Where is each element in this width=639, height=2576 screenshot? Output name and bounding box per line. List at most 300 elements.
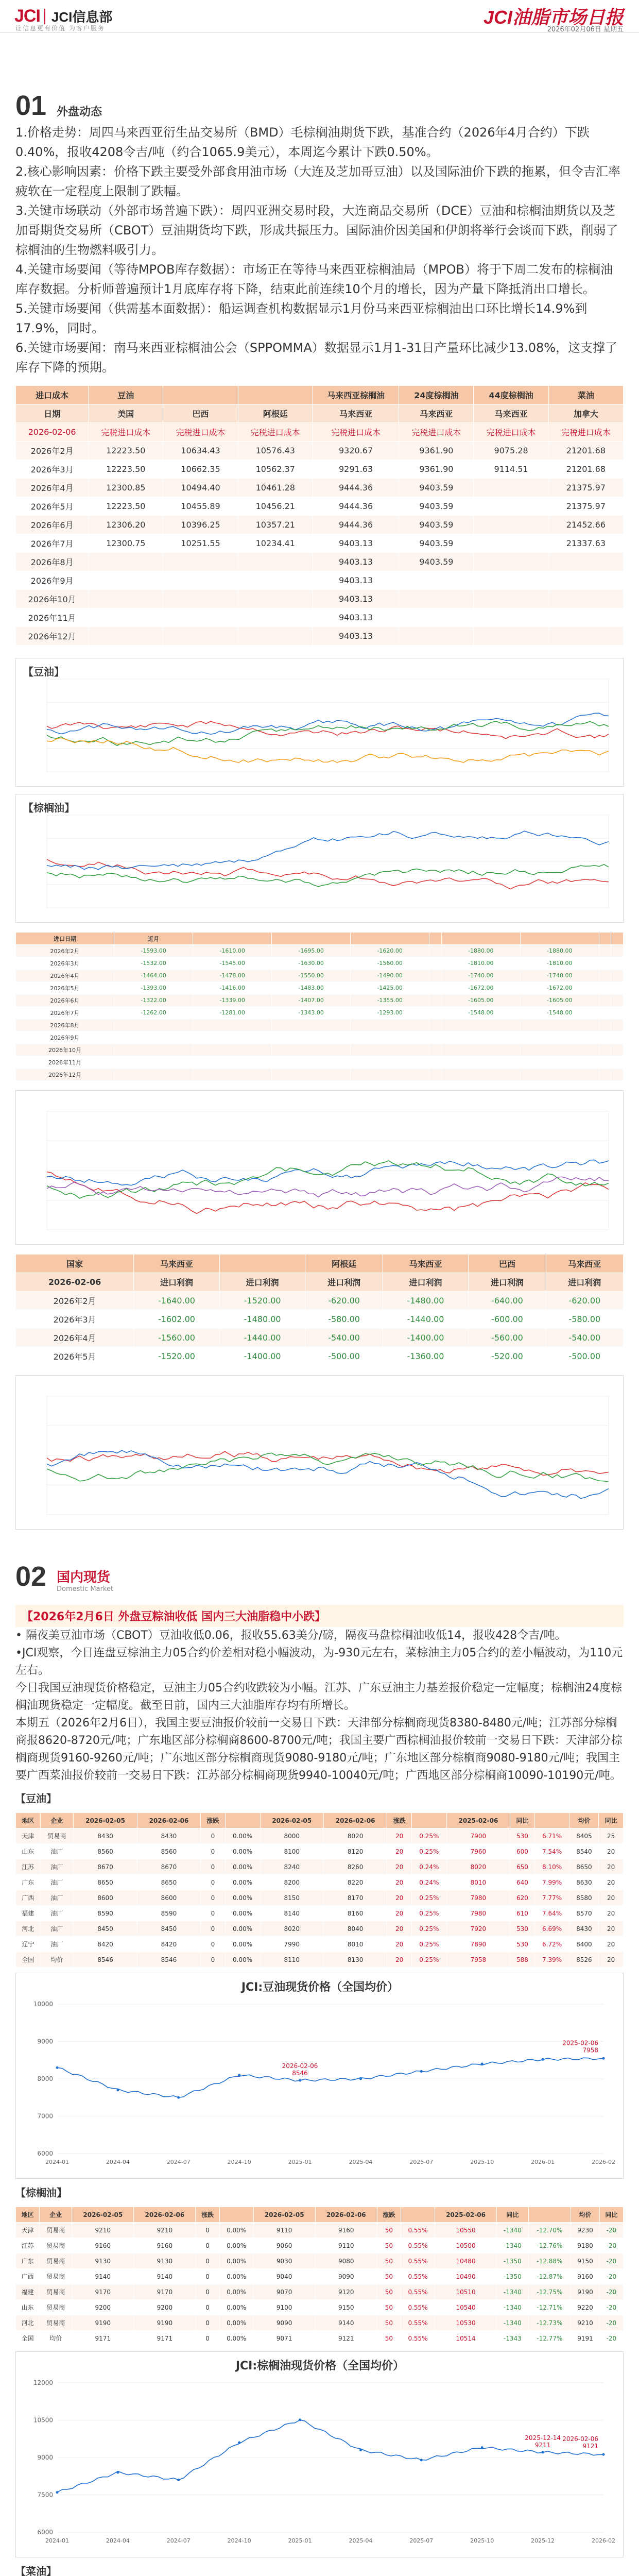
table-cell (520, 1044, 599, 1056)
table-header-cell: 涨跌 (201, 1813, 226, 1828)
paragraph: 3.关键市场联动（外部市场普遍下跌）：周四亚洲交易时段，大连商品交易所（DCE）豆油和棕榈油期货以及芝加哥期货交易所（CBOT）豆油期货均下跌，形成共振压力。国际油价因美国和伊朗将举行会谈而下跌，削弱了棕榈油的生物燃料吸引力。 (15, 204, 618, 257)
table-cell: 9190 (72, 2315, 134, 2331)
table-row (16, 1937, 624, 1952)
table-cell (520, 1019, 599, 1031)
table-cell: -1560.00 (134, 1329, 220, 1347)
y-tick-label: 8000 (37, 2075, 53, 2082)
table-cell: 2026年12月 (16, 1069, 114, 1081)
table-cell: 6.71% (534, 1828, 569, 1844)
table-cell: 530 (510, 1937, 535, 1952)
table-cell: 2026年11月 (16, 1056, 114, 1069)
table-cell (611, 1069, 624, 1081)
import-cost-table (15, 385, 624, 646)
table-cell: 8240 (260, 1859, 323, 1875)
table-cell (599, 1044, 611, 1056)
table-cell (272, 1056, 351, 1069)
table-cell (520, 1069, 599, 1081)
table-cell (272, 1031, 351, 1044)
table-cell: 8150 (260, 1890, 323, 1906)
table-cell: 21375.97 (548, 497, 623, 516)
table-cell: 8420 (137, 1937, 200, 1952)
table-cell (238, 553, 313, 571)
table-cell: 9191 (571, 2331, 599, 2346)
table-cell: 9030 (253, 2253, 315, 2269)
table-cell: 0.00% (225, 1844, 260, 1859)
table-cell: 天津 (16, 1828, 41, 1844)
table-row (16, 1310, 624, 1329)
x-tick-label: 2025-01 (288, 2537, 312, 2544)
x-tick-label: 2024-04 (106, 2537, 130, 2544)
data-point (238, 2074, 240, 2076)
table-row (16, 2207, 624, 2223)
table-cell: 8010 (446, 1875, 510, 1890)
table-cell: 9444.36 (313, 479, 399, 497)
table-cell: 50 (377, 2315, 401, 2331)
table-cell (163, 553, 238, 571)
table-cell: 9171 (134, 2331, 196, 2346)
table-cell: 9170 (72, 2284, 134, 2300)
table-cell: 50 (377, 2253, 401, 2269)
section-number: 02 (15, 1561, 47, 1592)
table-header-cell (429, 933, 442, 945)
table-cell: 9110 (315, 2238, 377, 2253)
table-row (16, 2269, 624, 2284)
table-cell: 0 (201, 1859, 226, 1875)
table-cell: 8405 (569, 1828, 599, 1844)
x-tick-label: 2026-02 (592, 2159, 615, 2165)
table-cell: 9140 (315, 2315, 377, 2331)
y-tick-label: 10500 (33, 2416, 53, 2424)
table-cell (89, 608, 163, 627)
table-cell: 8590 (137, 1906, 200, 1921)
table-cell: 0 (201, 1921, 226, 1937)
paragraph: 4.关键市场要闻（等待MPOB库存数据）：市场正在等待马来西亚棕榈油局（MPOB）将于下周二发布的棕榈油库存数据。分析师普遍预计1月底库存将下降，结束此前连续10个月的增长，因为产量下降抵消出口增长。 (15, 262, 613, 296)
table-cell: -20 (599, 2315, 623, 2331)
table-cell: 7980 (446, 1890, 510, 1906)
table-cell: 0.00% (219, 2253, 253, 2269)
table-cell: -1630.00 (272, 957, 351, 970)
table-cell: 9140 (72, 2269, 134, 2284)
table-cell: -20 (599, 2223, 623, 2238)
table-cell: 完税进口成本 (548, 423, 623, 442)
table-cell: -20 (599, 2300, 623, 2315)
table-cell: 9070 (253, 2284, 315, 2300)
profit-chart-panel (15, 1375, 624, 1530)
table-cell (272, 1069, 351, 1081)
table-cell: 8670 (137, 1859, 200, 1875)
table-cell: 0.25% (411, 1906, 446, 1921)
table-cell: -20 (599, 2284, 623, 2300)
table-cell: -1610.00 (193, 945, 272, 957)
table-row (16, 386, 624, 404)
paragraph: 1.价格走势：周四马来西亚衍生品交易所（BMD）毛棕榈油期货下跌，基准合约（2026年4月合约）下跌0.40%，报收4208令吉/吨（约合1065.9美元），本周迄今累计下跌0.50%。 (15, 125, 590, 159)
table-header-cell: 日期 (16, 404, 89, 423)
table-cell: 油厂 (40, 1921, 74, 1937)
x-tick-label: 2024-04 (106, 2159, 130, 2165)
chart-title: JCI:豆油现货价格（全国均价） (241, 1981, 399, 1994)
section-title: 外盘动态 (57, 106, 102, 118)
table-cell: 9444.36 (313, 497, 399, 516)
table-cell: -1478.00 (193, 970, 272, 982)
table-cell: -640.00 (469, 1292, 546, 1310)
table-cell (351, 1056, 429, 1069)
table-cell: -500.00 (546, 1347, 623, 1366)
table-cell: 600 (510, 1844, 535, 1859)
table-cell: -1550.00 (272, 970, 351, 982)
table-cell: -1602.00 (134, 1310, 220, 1329)
table-cell: 2026年3月 (16, 957, 114, 970)
annotation-value: 9121 (582, 2443, 598, 2450)
table-header-cell: 同比 (497, 2207, 528, 2223)
table-cell: 10576.43 (238, 442, 313, 460)
data-point (542, 2058, 544, 2061)
table-cell: 9403.13 (313, 571, 399, 590)
table-cell: 10461.28 (238, 479, 313, 497)
table-cell: 8670 (74, 1859, 137, 1875)
table-cell: 辽宁 (16, 1937, 41, 1952)
table-cell: 0.00% (219, 2238, 253, 2253)
table-header-cell: 马来西亚 (546, 1255, 623, 1273)
table-cell (89, 553, 163, 571)
table-cell: 贸易商 (40, 1828, 74, 1844)
data-point (56, 2491, 59, 2494)
table-cell: 8130 (323, 1952, 387, 1968)
palm-cost-chart (16, 794, 624, 923)
table-cell: 9121 (315, 2331, 377, 2346)
x-tick-label: 2025-12 (531, 2537, 555, 2544)
table-cell (272, 1019, 351, 1031)
table-cell: 8200 (260, 1875, 323, 1890)
data-point (116, 2471, 119, 2474)
table-cell: 贸易商 (40, 2253, 72, 2269)
table-cell: -1520.00 (219, 1292, 305, 1310)
table-header-cell: 巴西 (469, 1255, 546, 1273)
table-cell (163, 571, 238, 590)
table-header-cell: 进口利润 (469, 1273, 546, 1292)
table-cell: 10480 (435, 2253, 497, 2269)
table-header-cell (520, 933, 599, 945)
table-cell: -1407.00 (272, 994, 351, 1007)
table-header-cell: 进口利润 (219, 1273, 305, 1292)
table-row (16, 2284, 624, 2300)
section-logo-sub: Domestic Market (57, 1585, 114, 1593)
table-cell: 8450 (137, 1921, 200, 1937)
table-cell (114, 1031, 193, 1044)
table-cell: 20 (599, 1921, 624, 1937)
table-cell: 0 (196, 2238, 219, 2253)
table-header-cell (534, 1813, 569, 1828)
x-tick-label: 2024-07 (166, 2537, 191, 2544)
table-cell (611, 1044, 624, 1056)
x-tick-label: 2024-01 (45, 2537, 69, 2544)
table-row (16, 590, 624, 608)
table-cell: 588 (510, 1952, 535, 1968)
x-tick-label: 2025-04 (349, 2159, 373, 2165)
table-cell (599, 945, 611, 957)
soy-spot-table (15, 1812, 624, 1968)
table-cell: 2026年5月 (16, 497, 89, 516)
table-cell (193, 1056, 272, 1069)
table-cell: 10550 (435, 2223, 497, 2238)
table-cell: 8570 (569, 1906, 599, 1921)
table-cell: 50 (377, 2284, 401, 2300)
table-cell (611, 957, 624, 970)
table-cell: 9160 (315, 2223, 377, 2238)
table-cell (548, 590, 623, 608)
table-header-cell (599, 933, 611, 945)
table-cell (599, 1007, 611, 1019)
data-point (602, 2057, 605, 2060)
table-cell: 9403.13 (313, 608, 399, 627)
table-row (16, 2315, 624, 2331)
table-row (16, 2223, 624, 2238)
table-cell: 0.25% (411, 1937, 446, 1952)
table-cell: -1340 (497, 2238, 528, 2253)
table-cell: 2026年4月 (16, 1329, 134, 1347)
table-cell (441, 1069, 520, 1081)
table-cell: 2026年9月 (16, 571, 89, 590)
table-cell (272, 1044, 351, 1056)
table-row (16, 497, 624, 516)
table-cell: 0.55% (401, 2223, 435, 2238)
table-cell: 0 (201, 1875, 226, 1890)
table-cell: 9100 (253, 2300, 315, 2315)
table-cell (611, 982, 624, 994)
table-cell: -1532.00 (114, 957, 193, 970)
palm-national-chart-panel (15, 2351, 624, 2557)
table-header-cell: 24度棕榈油 (399, 386, 474, 404)
table-cell (429, 1007, 442, 1019)
table-cell: 8430 (137, 1828, 200, 1844)
table-cell: 10357.21 (238, 516, 313, 534)
table-cell: -1440.00 (383, 1310, 469, 1329)
table-cell: 9160 (72, 2238, 134, 2253)
table-cell (429, 1056, 442, 1069)
table-cell: 9160 (134, 2238, 196, 2253)
table-row (16, 1828, 624, 1844)
table-cell: 0 (201, 1952, 226, 1968)
table-cell: -1880.00 (441, 945, 520, 957)
table-cell: 7960 (446, 1844, 510, 1859)
table-cell: 8540 (569, 1844, 599, 1859)
table-cell: 9361.90 (399, 442, 474, 460)
table-row (16, 1952, 624, 1968)
table-cell: 530 (510, 1921, 535, 1937)
table-header-cell (163, 386, 238, 404)
table-cell (238, 608, 313, 627)
table-cell: 2026年11月 (16, 608, 89, 627)
table-cell: 9090 (315, 2269, 377, 2284)
table-cell: 0.00% (225, 1906, 260, 1921)
table-cell: -1262.00 (114, 1007, 193, 1019)
table-cell: 9190 (134, 2315, 196, 2331)
table-cell: 2026年10月 (16, 590, 89, 608)
table-cell: 8546 (137, 1952, 200, 1968)
y-tick-label: 7000 (37, 2112, 53, 2120)
table-cell: -12.70% (528, 2223, 571, 2238)
table-cell: 8590 (74, 1906, 137, 1921)
table-cell: 0.55% (401, 2300, 435, 2315)
table-cell: 0.00% (225, 1875, 260, 1890)
data-point (420, 2459, 423, 2461)
table-row (16, 982, 624, 994)
table-cell: -620.00 (305, 1292, 383, 1310)
table-header-cell: 近月 (114, 933, 193, 945)
table-cell: 50 (377, 2331, 401, 2346)
table-cell (611, 1056, 624, 1069)
table-cell: 0.25% (411, 1828, 446, 1844)
table-cell: 9075.28 (474, 442, 548, 460)
table-cell: -1740.00 (520, 970, 599, 982)
table-cell: -12.87% (528, 2269, 571, 2284)
table-row (16, 1329, 624, 1347)
table-cell: -1322.00 (114, 994, 193, 1007)
series-line (57, 2420, 603, 2493)
table-cell (599, 1069, 611, 1081)
y-tick-label: 12000 (33, 2379, 53, 2386)
table-cell: 0.24% (411, 1859, 446, 1875)
table-cell (351, 1019, 429, 1031)
table-cell: 2026-02-06 (16, 423, 89, 442)
y-tick-label: 9000 (37, 2454, 53, 2461)
table-header-cell: 马来西亚 (313, 404, 399, 423)
table-header-cell: 巴西 (163, 404, 238, 423)
table-header-cell: 2025-02-06 (435, 2207, 497, 2223)
table-cell: -520.00 (469, 1347, 546, 1366)
table-cell: 完税进口成本 (238, 423, 313, 442)
table-cell: 均价 (40, 1952, 74, 1968)
y-tick-label: 6000 (37, 2529, 53, 2536)
x-tick-label: 2025-01 (288, 2159, 312, 2165)
table-cell: 9403.13 (313, 590, 399, 608)
table-row (16, 442, 624, 460)
table-cell: -560.00 (469, 1329, 546, 1347)
table-cell: 9403.59 (399, 553, 474, 571)
table-cell: 贸易商 (40, 2269, 72, 2284)
table-cell (399, 590, 474, 608)
x-tick-label: 2026-01 (531, 2159, 555, 2165)
table-cell (474, 627, 548, 646)
table-cell (611, 945, 624, 957)
table-cell: 完税进口成本 (89, 423, 163, 442)
table-row (16, 970, 624, 982)
soy-chart-panel (15, 658, 624, 787)
table-cell (441, 1044, 520, 1056)
table-cell: -1480.00 (383, 1292, 469, 1310)
table-cell: 10490 (435, 2269, 497, 2284)
table-cell: 7.64% (534, 1906, 569, 1921)
table-cell (89, 627, 163, 646)
table-cell (474, 497, 548, 516)
table-cell (163, 590, 238, 608)
table-cell: 12300.85 (89, 479, 163, 497)
table-header-cell: 同比 (510, 1813, 535, 1828)
report-brand: JCI油脂市场日报 (483, 7, 624, 28)
table-cell: 山东 (16, 1844, 41, 1859)
table-cell (238, 627, 313, 646)
table-cell (429, 945, 442, 957)
table-cell: 贸易商 (40, 2315, 72, 2331)
table-row (16, 2238, 624, 2253)
table-cell (611, 970, 624, 982)
table-cell: 10396.25 (163, 516, 238, 534)
table-cell (163, 627, 238, 646)
table-cell: 20 (387, 1937, 412, 1952)
table-cell (474, 516, 548, 534)
table-cell: 12300.75 (89, 534, 163, 553)
table-cell: 油厂 (40, 1875, 74, 1890)
table-cell: -1548.00 (441, 1007, 520, 1019)
table-cell: 8140 (260, 1906, 323, 1921)
table-cell: 0.55% (401, 2331, 435, 2346)
table-cell: -20 (599, 2238, 623, 2253)
table-cell: 8430 (74, 1828, 137, 1844)
table-header-cell: 阿根廷 (238, 404, 313, 423)
table-row (16, 1255, 624, 1273)
table-cell: -1350 (497, 2253, 528, 2269)
table-row (16, 460, 624, 479)
table-cell: -12.75% (528, 2284, 571, 2300)
table-cell (429, 1044, 442, 1056)
import-profit-table (15, 1254, 624, 1366)
table-cell: 油厂 (40, 1937, 74, 1952)
table-cell: 8580 (569, 1890, 599, 1906)
table-cell: 9120 (315, 2284, 377, 2300)
table-cell: 0.00% (225, 1890, 260, 1906)
rape-section-label: 【菜油】 (15, 2565, 57, 2576)
table-cell: 8450 (74, 1921, 137, 1937)
table-cell (429, 994, 442, 1007)
table-cell (611, 994, 624, 1007)
annotation-value: 8546 (292, 2070, 308, 2077)
table-cell: 0 (196, 2223, 219, 2238)
table-cell: 完税进口成本 (163, 423, 238, 442)
table-cell: 2026年8月 (16, 1019, 114, 1031)
logo-mark: JCI (14, 6, 40, 26)
table-cell: 8170 (323, 1890, 387, 1906)
table-cell: 8600 (137, 1890, 200, 1906)
table-row (16, 571, 624, 590)
table-cell: 8400 (569, 1937, 599, 1952)
table-cell: 8020 (260, 1921, 323, 1937)
table-cell (193, 1069, 272, 1081)
profit-chart (16, 1376, 624, 1530)
table-cell: 0.25% (411, 1921, 446, 1937)
table-cell: -1416.00 (193, 982, 272, 994)
table-cell: 9403.59 (399, 497, 474, 516)
table-cell: 9080 (315, 2253, 377, 2269)
chart-label: 【豆油】 (23, 666, 64, 678)
series-line (57, 2058, 603, 2097)
table-cell: 25 (599, 1828, 624, 1844)
table-row (16, 534, 624, 553)
table-cell (441, 1031, 520, 1044)
table-row (16, 423, 624, 442)
table-cell: -1605.00 (520, 994, 599, 1007)
table-cell: -1340 (497, 2315, 528, 2331)
table-header-cell: 涨跌 (377, 2207, 401, 2223)
annotation-value: 7958 (582, 2046, 598, 2054)
table-cell (611, 1007, 624, 1019)
annotation-date: 2026-02-06 (562, 2435, 598, 2443)
data-point (238, 2442, 240, 2444)
table-cell: 广西 (16, 1890, 41, 1906)
data-point (602, 2453, 605, 2456)
table-cell (548, 553, 623, 571)
table-cell (114, 1019, 193, 1031)
table-cell: 7990 (260, 1937, 323, 1952)
table-cell: -1355.00 (351, 994, 429, 1007)
